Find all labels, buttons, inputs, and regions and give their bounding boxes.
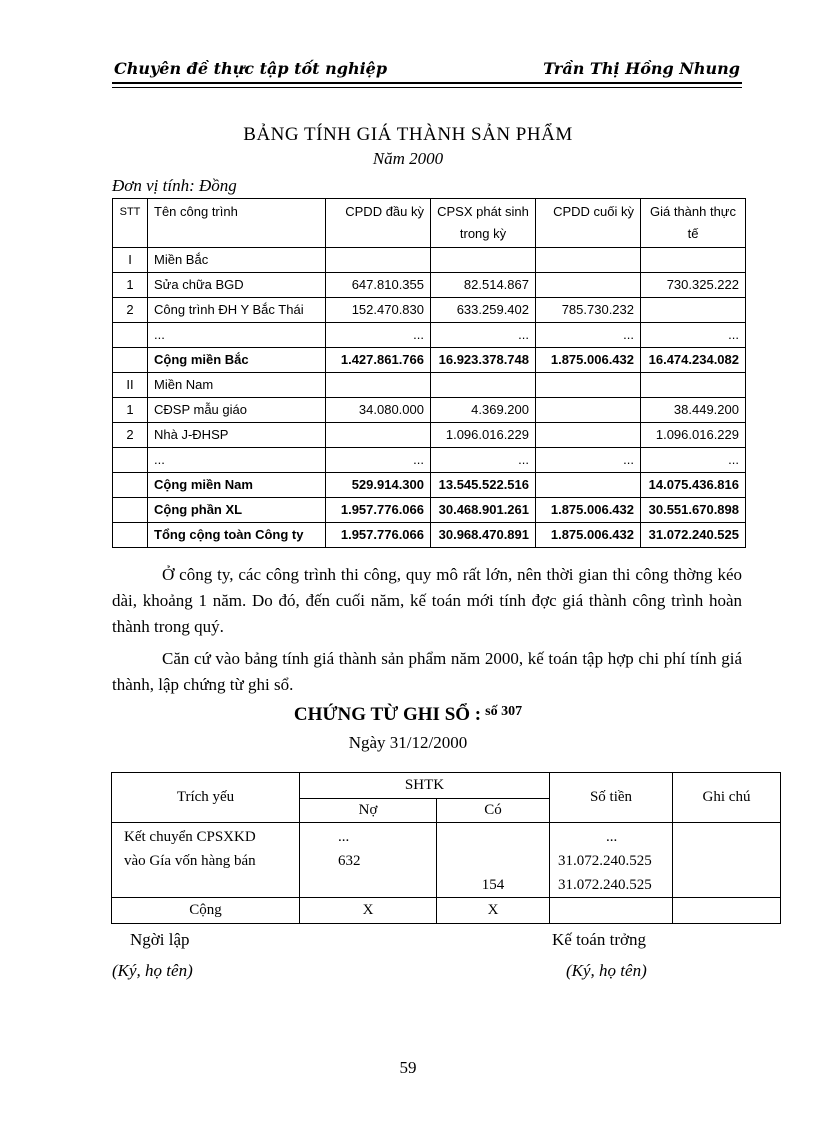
- cell-actual-cost: 1.096.016.229: [641, 423, 746, 448]
- table-row: [113, 423, 746, 448]
- cell-wip-start: ...: [326, 448, 431, 473]
- cell-name: Sửa chữa BGD: [148, 273, 326, 298]
- table-row-subtotal-xl: [113, 498, 746, 523]
- voucher-total-debit: X: [300, 898, 437, 924]
- cell-wip-end: 785.730.232: [536, 298, 641, 323]
- voucher-total-row: [112, 898, 781, 924]
- cell-name: ...: [148, 448, 326, 473]
- cell-cost-incurred: 82.514.867: [431, 273, 536, 298]
- cell-wip-end: [536, 273, 641, 298]
- cell-actual-cost: 730.325.222: [641, 273, 746, 298]
- cell-wip-start: [326, 248, 431, 273]
- amount-line-1: ...: [606, 829, 618, 845]
- voucher-header-account: SHTK: [300, 773, 550, 799]
- cell-wip-end: 1.875.006.432: [536, 498, 641, 523]
- cell-stt: [113, 323, 148, 348]
- cell-wip-start: 1.427.861.766: [326, 348, 431, 373]
- cell-actual-cost: [641, 248, 746, 273]
- cell-wip-start: 34.080.000: [326, 398, 431, 423]
- table-row-subtotal-north: [113, 348, 746, 373]
- summary-line-3: [124, 873, 293, 897]
- signature-preparer-sub: (Ký, họ tên): [112, 961, 193, 980]
- table-row: [113, 298, 746, 323]
- cell-stt: 2: [113, 423, 148, 448]
- cell-actual-cost: 30.551.670.898: [641, 498, 746, 523]
- cell-wip-start: 647.810.355: [326, 273, 431, 298]
- cell-wip-end: [536, 398, 641, 423]
- cost-table-title: BẢNG TÍNH GIÁ THÀNH SẢN PHẨM: [243, 124, 573, 145]
- cell-stt: [113, 473, 148, 498]
- header-stt: STT: [113, 199, 148, 248]
- page-header: [112, 56, 742, 80]
- voucher-header-amount: Số tiền: [550, 773, 673, 823]
- table-row: [113, 323, 746, 348]
- cell-cost-incurred: 1.096.016.229: [431, 423, 536, 448]
- voucher-entry-summary: [112, 823, 300, 898]
- cell-name: Cộng miền Nam: [148, 473, 326, 498]
- cell-stt: I: [113, 248, 148, 273]
- cell-wip-end: [536, 423, 641, 448]
- voucher-total-note: [673, 898, 781, 924]
- voucher-entry-amount: [550, 823, 673, 898]
- cell-cost-incurred: ...: [431, 448, 536, 473]
- table-row: [113, 398, 746, 423]
- header-wip-end: CPDD cuối kỳ: [536, 199, 641, 248]
- cell-name: Cộng miền Bắc: [148, 348, 326, 373]
- cell-wip-end: ...: [536, 323, 641, 348]
- cell-actual-cost: [641, 298, 746, 323]
- cell-wip-start: 529.914.300: [326, 473, 431, 498]
- cell-cost-incurred: 633.259.402: [431, 298, 536, 323]
- voucher-entry-credit: [437, 823, 550, 898]
- debit-line-2: 632: [338, 853, 361, 869]
- debit-line-3: [338, 873, 430, 897]
- cell-actual-cost: 38.449.200: [641, 398, 746, 423]
- cell-wip-end: [536, 248, 641, 273]
- cell-stt: [113, 448, 148, 473]
- cell-cost-incurred: [431, 248, 536, 273]
- header-rule: [112, 82, 742, 84]
- cell-wip-start: [326, 423, 431, 448]
- cell-name: Miền Bắc: [148, 248, 326, 273]
- cell-wip-start: [326, 373, 431, 398]
- voucher-entry-debit: [300, 823, 437, 898]
- voucher-total-amount: [550, 898, 673, 924]
- cell-wip-end: 1.875.006.432: [536, 348, 641, 373]
- cell-cost-incurred: 30.468.901.261: [431, 498, 536, 523]
- voucher-total-credit: X: [437, 898, 550, 924]
- cell-actual-cost: 16.474.234.082: [641, 348, 746, 373]
- table-row-grand-total: [113, 523, 746, 548]
- voucher-entry-note: [673, 823, 781, 898]
- cell-stt: 1: [113, 398, 148, 423]
- voucher-header-debit: Nợ: [300, 799, 437, 823]
- cell-cost-incurred: 30.968.470.891: [431, 523, 536, 548]
- signature-chief-accountant-sub: (Ký, họ tên): [566, 961, 647, 980]
- amount-line-2: 31.072.240.525: [558, 853, 652, 869]
- table-row-subtotal-south: [113, 473, 746, 498]
- header-left-text: Chuyên đề thực tập tốt nghiệp: [114, 59, 388, 78]
- cell-stt: 1: [113, 273, 148, 298]
- header-actual-cost: Giá thành thực tế: [641, 199, 746, 248]
- voucher-total-label: Cộng: [112, 898, 300, 924]
- voucher-header-summary: Trích yếu: [112, 773, 300, 823]
- voucher-date: Ngày 31/12/2000: [348, 733, 468, 752]
- cell-stt: [113, 348, 148, 373]
- voucher-title: [0, 704, 816, 726]
- voucher-header-row: [112, 773, 781, 799]
- summary-line-2: vào Gía vốn hàng bán: [124, 853, 256, 869]
- voucher-table: [111, 772, 781, 924]
- table-row: [113, 248, 746, 273]
- cell-actual-cost: [641, 373, 746, 398]
- cell-stt: [113, 523, 148, 548]
- cost-table: [112, 198, 746, 548]
- cell-cost-incurred: [431, 373, 536, 398]
- paragraph-2: Căn cứ vào bảng tính giá thành sản phẩm năm 2000, kế toán tập hợp chi phí tính giá thành, lập chứng từ ghi sổ.: [112, 649, 742, 694]
- cell-wip-start: 1.957.776.066: [326, 523, 431, 548]
- table-row: [113, 273, 746, 298]
- cell-wip-start: 1.957.776.066: [326, 498, 431, 523]
- header-project-name: Tên công trình: [148, 199, 326, 248]
- cell-stt: 2: [113, 298, 148, 323]
- signature-chief-accountant-title: Kế toán trởng: [552, 930, 646, 949]
- cell-name: CĐSP mẫu giáo: [148, 398, 326, 423]
- voucher-entry-row: [112, 823, 781, 898]
- cell-name: Nhà J-ĐHSP: [148, 423, 326, 448]
- cell-stt: II: [113, 373, 148, 398]
- cell-wip-end: ...: [536, 448, 641, 473]
- cost-table-header-row: [113, 199, 746, 248]
- table-row: [113, 373, 746, 398]
- table-row: [113, 448, 746, 473]
- cell-name: Tổng cộng toàn Công ty: [148, 523, 326, 548]
- cell-actual-cost: ...: [641, 323, 746, 348]
- credit-line-2: [443, 849, 543, 873]
- cell-actual-cost: 14.075.436.816: [641, 473, 746, 498]
- amount-line-3: 31.072.240.525: [558, 877, 652, 893]
- cell-wip-start: 152.470.830: [326, 298, 431, 323]
- cell-name: Miền Nam: [148, 373, 326, 398]
- signature-preparer-title: Ngời lập: [130, 930, 190, 949]
- cell-stt: [113, 498, 148, 523]
- cell-wip-end: [536, 373, 641, 398]
- voucher-header-note: Ghi chú: [673, 773, 781, 823]
- cell-wip-start: ...: [326, 323, 431, 348]
- cell-wip-end: [536, 473, 641, 498]
- cell-actual-cost: ...: [641, 448, 746, 473]
- cell-cost-incurred: 13.545.522.516: [431, 473, 536, 498]
- voucher-title-text: CHỨNG TỪ GHI SỔ :: [293, 704, 482, 725]
- header-wip-start: CPDD đầu kỳ: [326, 199, 431, 248]
- paragraph-1: Ở công ty, các công trình thi công, quy mô rất lớn, nên thời gian thi công thờng kéo dài, khoảng 1 năm. Do đó, đến cuối năm, kế toán mới tính đợc giá thành công trình hoàn thành trong quý.: [112, 565, 742, 636]
- voucher-number: số 307: [485, 704, 523, 719]
- cell-cost-incurred: 4.369.200: [431, 398, 536, 423]
- cost-table-unit: Đơn vị tính: Đồng: [112, 176, 237, 195]
- credit-line-3: 154: [481, 877, 505, 893]
- cell-name: Công trình ĐH Y Bắc Thái: [148, 298, 326, 323]
- cell-name: Cộng phần XL: [148, 498, 326, 523]
- header-rule-thin: [112, 87, 742, 88]
- cell-cost-incurred: 16.923.378.748: [431, 348, 536, 373]
- voucher-header-credit: Có: [437, 799, 550, 823]
- cell-actual-cost: 31.072.240.525: [641, 523, 746, 548]
- page-number: 59: [399, 1058, 417, 1077]
- debit-line-1: ...: [338, 829, 350, 845]
- cost-table-year: Năm 2000: [372, 149, 444, 168]
- cell-wip-end: 1.875.006.432: [536, 523, 641, 548]
- header-cost-incurred: CPSX phát sinh trong kỳ: [431, 199, 536, 248]
- header-right-text: Trần Thị Hồng Nhung: [543, 59, 740, 78]
- cell-name: ...: [148, 323, 326, 348]
- summary-line-1: Kết chuyển CPSXKD: [124, 829, 256, 845]
- cell-cost-incurred: ...: [431, 323, 536, 348]
- credit-line-1: [443, 825, 543, 849]
